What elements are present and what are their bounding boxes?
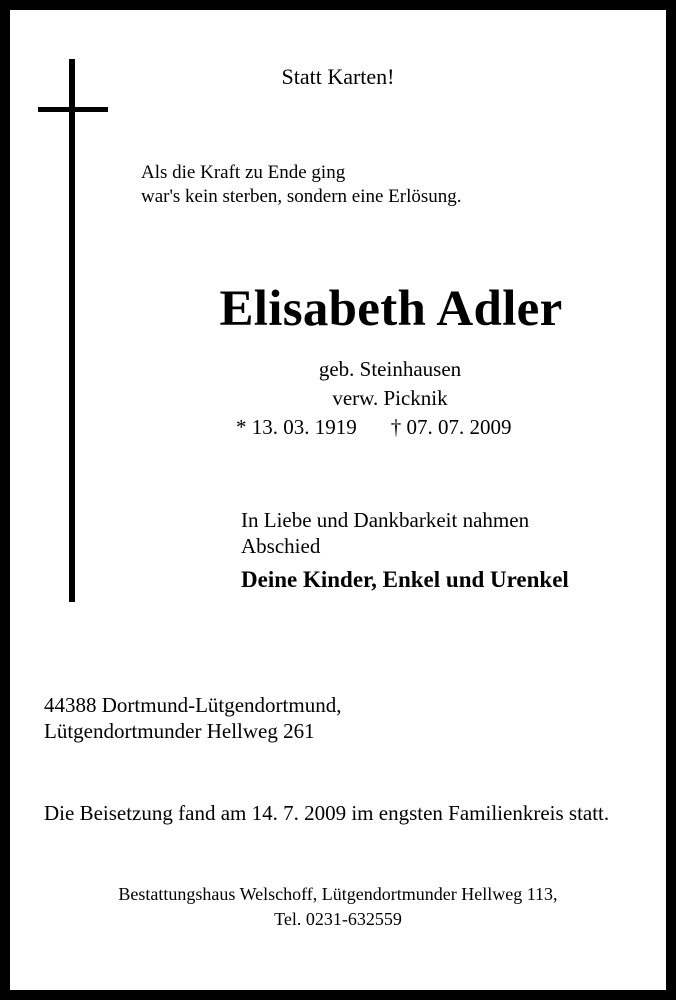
verse-line-1: Als die Kraft zu Ende ging — [141, 162, 346, 183]
obituary-card — [10, 10, 666, 990]
verse-line-2: war's kein sterben, sondern eine Erlösung. — [141, 186, 462, 207]
thanks-text: In Liebe und Dankbarkeit nahmen Abschied — [241, 508, 530, 558]
widow-name: verw. Picknik — [332, 386, 448, 410]
burial-note: Die Beisetzung fand am 14. 7. 2009 im engsten Familienkreis statt. — [44, 801, 610, 825]
cross-icon-horizontal-bar — [38, 107, 108, 112]
life-dates — [236, 415, 512, 440]
funeral-home-line-2: Tel. 0231-632559 — [274, 909, 402, 929]
address-line-1: 44388 Dortmund-Lütgendortmund, — [44, 693, 342, 717]
verse — [141, 161, 462, 209]
funeral-home-line-1: Bestattungshaus Welschoff, Lütgendortmunder Hellweg 113, — [118, 884, 558, 904]
mourners: Deine Kinder, Enkel und Urenkel — [241, 567, 569, 592]
funeral-home — [0, 882, 676, 932]
address — [44, 692, 341, 744]
deceased-name: Elisabeth Adler — [219, 281, 563, 337]
birth-date: * 13. 03. 1919 — [236, 415, 357, 439]
address-line-2: Lütgendortmunder Hellweg 261 — [44, 719, 315, 743]
header-statt-karten: Statt Karten! — [281, 64, 395, 89]
birth-name: geb. Steinhausen — [318, 357, 462, 381]
death-date: † 07. 07. 2009 — [390, 415, 512, 439]
